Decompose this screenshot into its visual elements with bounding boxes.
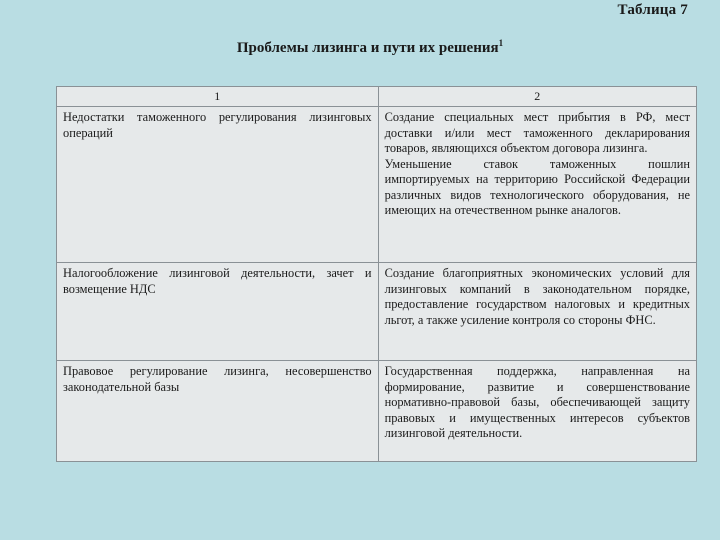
- table-title: [0, 38, 720, 57]
- footnote-mark: 1: [498, 38, 504, 48]
- table-row: [57, 263, 697, 361]
- table-row: [57, 361, 697, 462]
- solution-cell: [378, 263, 696, 361]
- column-header-1: 1: [57, 87, 379, 107]
- solution-cell: [378, 361, 696, 462]
- table-row: [57, 107, 697, 263]
- solution-paragraph: Государственная поддержка, направленная на формирование, развитие и совершенствование нормативно-правовой базы, обеспечивающей защиту правовых и имущественных интересов субъектов лизинговой деятельности.: [384, 364, 690, 440]
- column-header-2: 2: [378, 87, 696, 107]
- problem-cell: Недостатки таможенного регулирования лизинговых операций: [57, 107, 379, 263]
- problems-table: [56, 86, 697, 462]
- problem-cell: Правовое регулирование лизинга, несовершенство законодательной базы: [57, 361, 379, 462]
- table-header-row: [57, 87, 697, 107]
- problem-cell: Налогообложение лизинговой деятельности, зачет и возмещение НДС: [57, 263, 379, 361]
- table-number: Таблица 7: [617, 2, 688, 18]
- table-title-text: Проблемы лизинга и пути их решения: [236, 40, 499, 56]
- solution-paragraph: Создание благоприятных экономических условий для лизинговых компаний в законодательном порядке, предоставление государством налоговых и кредитных льгот, а также усиление контроля со стороны ФНС.: [384, 266, 690, 327]
- solution-paragraph: Создание специальных мест прибытия в РФ, мест доставки и/или мест таможенного декларирования товаров, являющихся объектом договора лизинга.: [384, 110, 690, 155]
- solution-cell: [378, 107, 696, 263]
- solution-paragraph: Уменьшение ставок таможенных пошлин импортируемых на территорию Российской Федерации различных видов технологического оборудования, не имеющих на отечественном рынке аналогов.: [384, 156, 690, 217]
